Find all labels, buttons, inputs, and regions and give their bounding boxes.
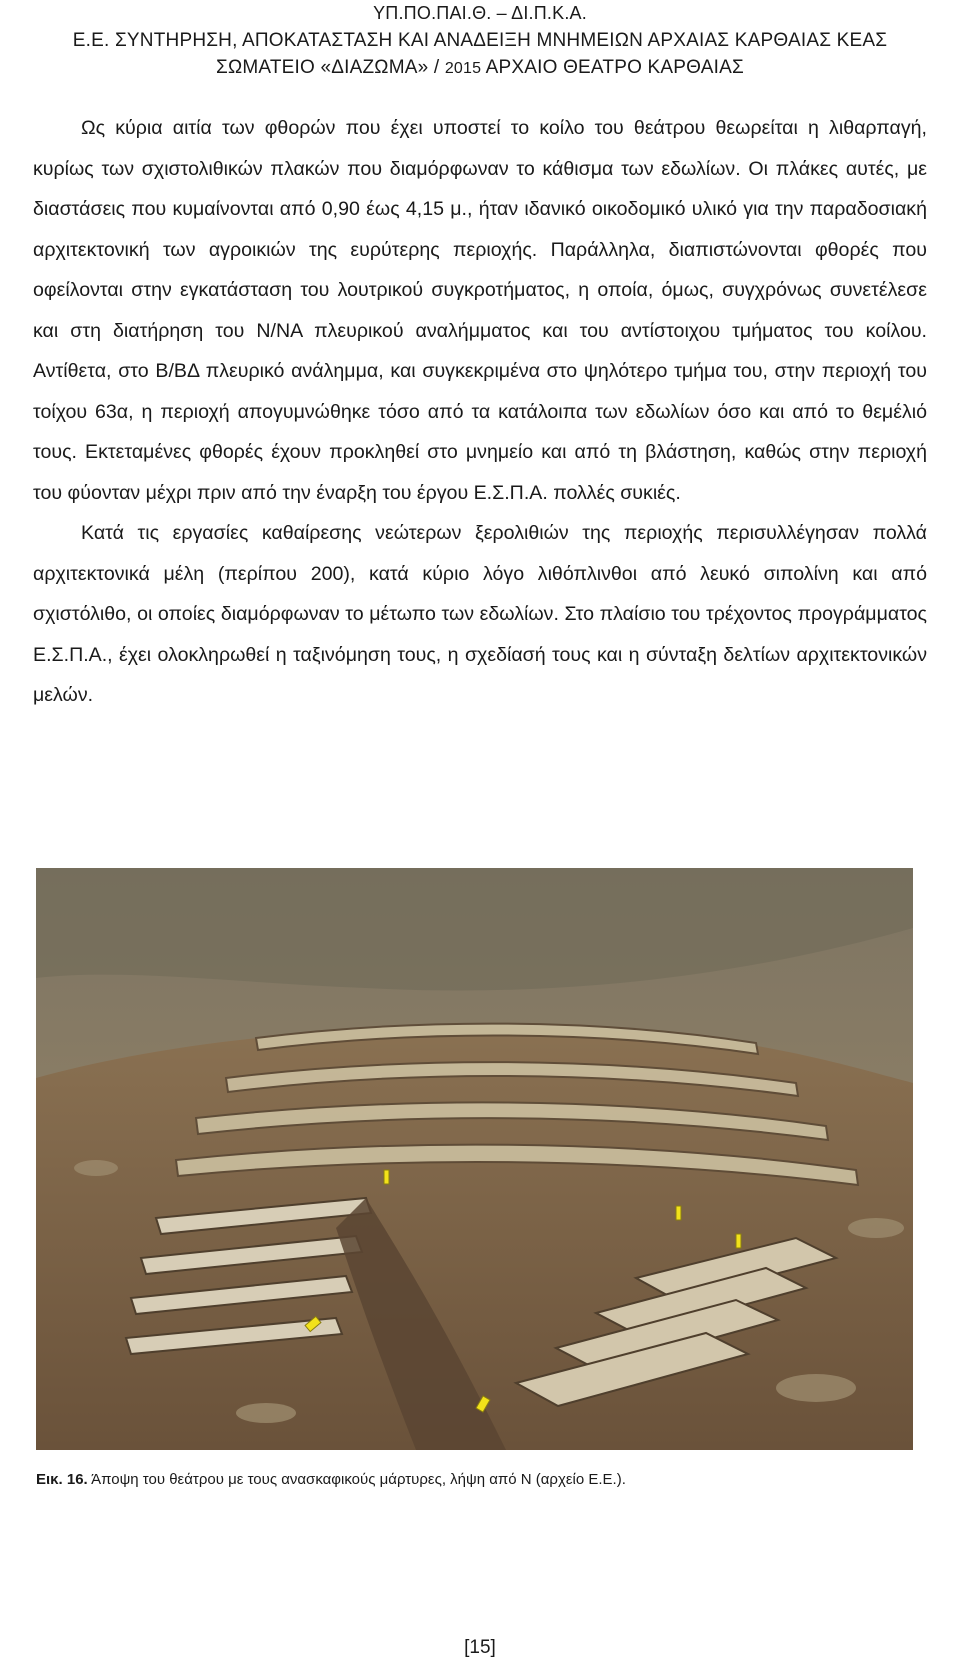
figure-label: Εικ. 16.	[36, 1471, 88, 1488]
paragraph-1: Ως κύρια αιτία των φθορών που έχει υποστεί το κοίλο του θεάτρου θεωρείται η λιθαρπαγή, κυρίως των σχιστολιθικών πλακών που διαμόρφωναν το κάθισμα των εδωλίων. Οι πλάκες αυτές, με διαστάσεις που κυμαίνονται από 0,90 έως 4,15 μ., ήταν ιδανικό οικοδομικό υλικό για την παραδοσιακή αρχιτεκτονική των αγροικιών της ευρύτερης περιοχής. Παράλληλα, διαπιστώνονται φθορές που οφείλονται στην εγκατάσταση του λουτρικού συγκροτήματος, η οποία, όμως, συγχρόνως συνετέλεσε και στη διατήρηση του Ν/ΝΑ πλευρικού αναλήμματος και του αντίστοιχου τμήματος του κοίλου. Αντίθετα, στο Β/ΒΔ πλευρικό ανάλημμα, και συγκεκριμένα στο ψηλότερο τμήμα του, στην περιοχή του τοίχου 63α, η περιοχή απογυμνώθηκε τόσο από τα κατάλοιπα των εδωλίων όσο και από το θεμέλιό τους. Εκτεταμένες φθορές έχουν προκληθεί στο μνημείο και από τη βλάστηση, καθώς στην περιοχή του φύονταν μέχρι πριν από την έναρξη του έργου Ε.Σ.Π.Α. πολλές συκιές.	[33, 117, 927, 504]
header-year: 2015	[444, 60, 482, 77]
header-association	[0, 54, 960, 82]
header-association-name: ΣΩΜΑΤΕΙΟ «ΔΙΑΖΩΜΑ» /	[216, 57, 445, 78]
body-text	[33, 108, 927, 716]
theatre-photograph	[36, 868, 913, 1450]
paragraph-2: Κατά τις εργασίες καθαίρεσης νεώτερων ξερολιθιών της περιοχής περισυλλέγησαν πολλά αρχιτεκτονικά μέλη (περίπου 200), κατά κύριο λόγο λιθόπλινθοι από λευκό σιπολίνη και από σχιστόλιθο, οι οποίες διαμόρφωναν το μέτωπο των εδωλίων. Στο πλαίσιο του τρέχοντος προγράμματος Ε.Σ.Π.Α., έχει ολοκληρωθεί η ταξινόμηση τους, η σχεδίασή τους και η σύνταξη δελτίων αρχιτεκτονικών μελών.	[33, 522, 927, 706]
figure-caption	[36, 1470, 626, 1490]
theatre-photo-illustration	[36, 868, 913, 1450]
figure-caption-text: Άποψη του θεάτρου με τους ανασκαφικούς μάρτυρες, λήψη από Ν (αρχείο Ε.Ε.).	[87, 1471, 626, 1488]
header-project-title: Ε.Ε. ΣΥΝΤΗΡΗΣΗ, ΑΠΟΚΑΤΑΣΤΑΣΗ ΚΑΙ ΑΝΑΔΕΙΞΗ ΜΝΗΜΕΙΩΝ ΑΡΧΑΙΑΣ ΚΑΡΘΑΙΑΣ ΚΕΑΣ	[72, 30, 888, 51]
header-ministry: ΥΠ.ΠΟ.ΠΑΙ.Θ. – ΔΙ.Π.Κ.Α.	[373, 3, 587, 23]
page-header	[0, 0, 960, 82]
page-number: [15]	[464, 1637, 496, 1658]
header-monument: ΑΡΧΑΙΟ ΘΕΑΤΡΟ ΚΑΡΘΑΙΑΣ	[481, 57, 744, 78]
